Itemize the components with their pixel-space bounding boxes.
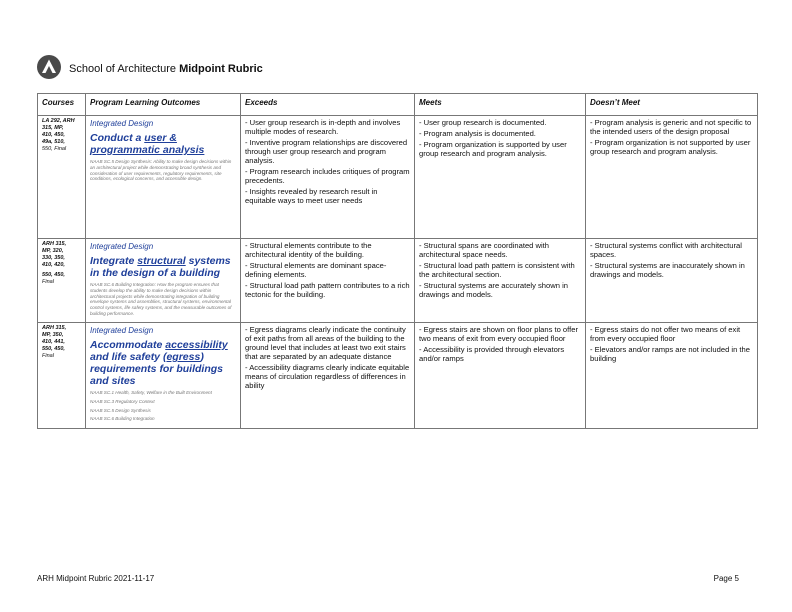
category-label: Integrated Design [90, 119, 154, 128]
doesnt-meet-cell: - Program analysis is generic and not specific to the intended users of the design proposal - Program organization is not supported by user group research and program analysis. [586, 116, 758, 239]
meets-cell: - Egress stairs are shown on floor plans to offer two means of exit from every occupied floor - Accessibility is provided through elevators and/or ramps [415, 323, 586, 429]
table-row [38, 239, 758, 323]
col-header-exceeds: Exceeds [241, 94, 415, 116]
naab-criteria: NAAB SC.5 Design Synthesis: Ability to make design decisions within an architectural project while demonstrating broad synthesis and consideration of user requirements, regulatory requirements, site conditions, ecological concerns, and accessible design. [90, 159, 232, 182]
plo-cell [86, 116, 241, 239]
category-label: Integrated Design [90, 326, 154, 335]
exceeds-cell: - Egress diagrams clearly indicate the continuity of exit paths from all areas of the building to the ground level that includes at least two exit stairs that are separated by an adequate distance - Accessibility diagrams clearly indicate equitable means of circulation regardless of differences in ability [241, 323, 415, 429]
plo-link[interactable]: structural [137, 255, 186, 267]
exceeds-cell: - User group research is in-depth and involves multiple modes of research. - Inventive program relationships are discovered through user group research and program analysis. - Program research includes critiques of program precedents. - Insights revealed by research result in equitable ways to meet user needs [241, 116, 415, 239]
footer-doc-id: ARH Midpoint Rubric 2021-11-17 [37, 574, 155, 583]
doesnt-meet-cell: - Egress stairs do not offer two means of exit from every occupied floor - Elevators and/or ramps are not included in the building [586, 323, 758, 429]
naab-criteria: NAAB SC.1 Health, Safety, Welfare in the Built Environment NAAB SC.3 Regulatory Context NAAB SC.5 Design Synthesis NAAB SC.6 Building Integration [90, 390, 212, 422]
courses-cell: ARH 315, MP, 350, 410, 441, 550, 450, Final [38, 323, 86, 429]
col-header-meets: Meets [415, 94, 586, 116]
plo-link[interactable]: egress [166, 351, 201, 363]
plo-title: Conduct a user & programmatic analysis [90, 132, 205, 156]
meets-cell: - User group research is documented. - Program analysis is documented. - Program organization is supported by user group research and program analysis. [415, 116, 586, 239]
table-row [38, 116, 758, 239]
col-header-plo: Program Learning Outcomes [86, 94, 241, 116]
table-row [38, 323, 758, 429]
plo-cell [86, 323, 241, 429]
courses-cell: LA 292, ARH 315, MP, 410, 450, 49a, 510, 550, Final [38, 116, 86, 239]
plo-link[interactable]: accessibility [165, 339, 228, 351]
exceeds-cell: - Structural elements contribute to the architectural identity of the building. - Structural elements are dominant space-defining elements. - Structural load path pattern contributes to a rich tectonic for the building. [241, 239, 415, 323]
category-label: Integrated Design [90, 242, 154, 251]
plo-title: Integrate structural systems in the design of a building [90, 255, 231, 279]
page-title [69, 63, 263, 75]
doesnt-meet-cell: - Structural systems conflict with architectural spaces. - Structural systems are inaccurately shown in drawings and models. [586, 239, 758, 323]
school-name: School of Architecture [69, 63, 180, 75]
rubric-title: Midpoint Rubric [179, 63, 263, 75]
col-header-doesnt-meet: Doesn’t Meet [586, 94, 758, 116]
courses-cell: ARH 315, MP, 320, 330, 350, 410, 420, 550, 450, Final [38, 239, 86, 323]
rubric-table [37, 93, 758, 429]
header-row [38, 94, 758, 116]
page-number: Page 5 [713, 574, 739, 583]
naab-criteria: NAAB SC.6 Building Integration: How the program ensures that students develop the ability to make design decisions within architectural projects while demonstrating integration of building envelope systems and assemblies, structural systems, environmental control systems, life safety systems, and the measurable outcomes of building performance. [90, 282, 232, 316]
plo-title: Accommodate accessibility and life safety (egress) requirements for buildings and sites [90, 339, 228, 387]
school-logo-icon [37, 55, 61, 79]
plo-link[interactable]: user & programmatic analysis [90, 132, 205, 156]
plo-cell [86, 239, 241, 323]
col-header-courses: Courses [38, 94, 86, 116]
meets-cell: - Structural spans are coordinated with architectural space needs. - Structural load path pattern is consistent with the architectural section. - Structural systems are accurately shown in drawings and models. [415, 239, 586, 323]
